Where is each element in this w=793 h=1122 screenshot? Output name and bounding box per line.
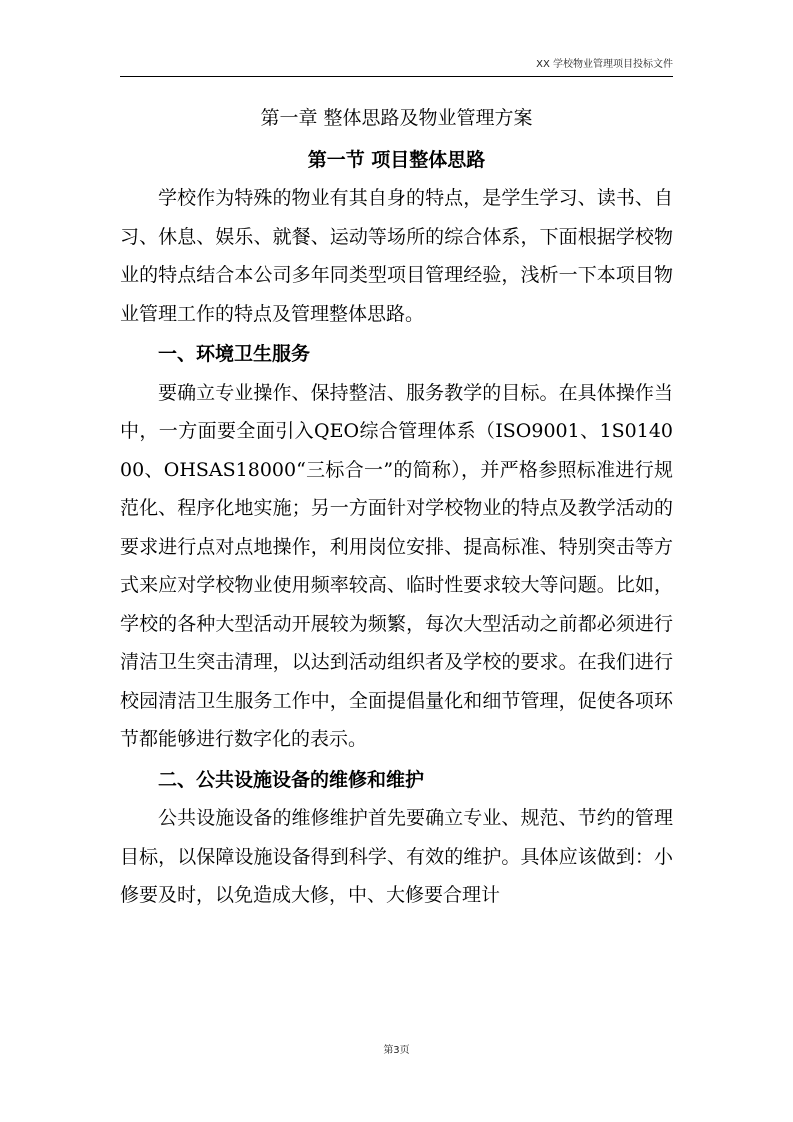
section-title: 第一节 项目整体思路 [307, 149, 486, 171]
document-body [120, 95, 673, 915]
page-footer [0, 1041, 793, 1056]
chapter-title: 第一章 整体思路及物业管理方案 [260, 107, 533, 129]
subsection-2-title: 二、公共设施设备的维修和维护 [158, 768, 425, 791]
page-number: 第3页 [383, 1045, 410, 1056]
subsection-1-paragraph: 要确立专业操作、保持整洁、服务教学的目标。在具体操作当中，一方面要全面引入QEO综合管理体系（ISO9001、1S014000、OHSAS18000“三标合一”的简称），并严格参照标准进行规范化、程序化地实施；另一方面针对学校物业的特点及教学活动的要求进行点对点地操作，利用岗位安排、提高标准、特别突击等方式来应对学校物业使用频率较高、临时性要求较大等问题。比如，学校的各种大型活动开展较为频繁，每次大型活动之前都必须进行清洁卫生突击清理，以达到活动组织者及学校的要求。在我们进行校园清洁卫生服务工作中，全面提倡量化和细节管理，促使各项环节都能够进行数字化的表示。 [120, 381, 673, 750]
header-title: XX 学校物业管理项目投标文件 [536, 59, 673, 70]
subsection-2-paragraph: 公共设施设备的维修维护首先要确立专业、规范、节约的管理目标，以保障设施设备得到科学、有效的维护。具体应该做到：小修要及时，以免造成大修，中、大修要合理计 [120, 807, 673, 906]
subsection-1-title: 一、环境卫生服务 [158, 343, 311, 365]
intro-paragraph: 学校作为特殊的物业有其自身的特点，是学生学习、读书、自习、休息、娱乐、就餐、运动等场所的综合体系，下面根据学校物业的特点结合本公司多年同类型项目管理经验，浅析一下本项目物业管理工作的特点及管理整体思路。 [120, 187, 673, 325]
page-header [120, 58, 673, 77]
